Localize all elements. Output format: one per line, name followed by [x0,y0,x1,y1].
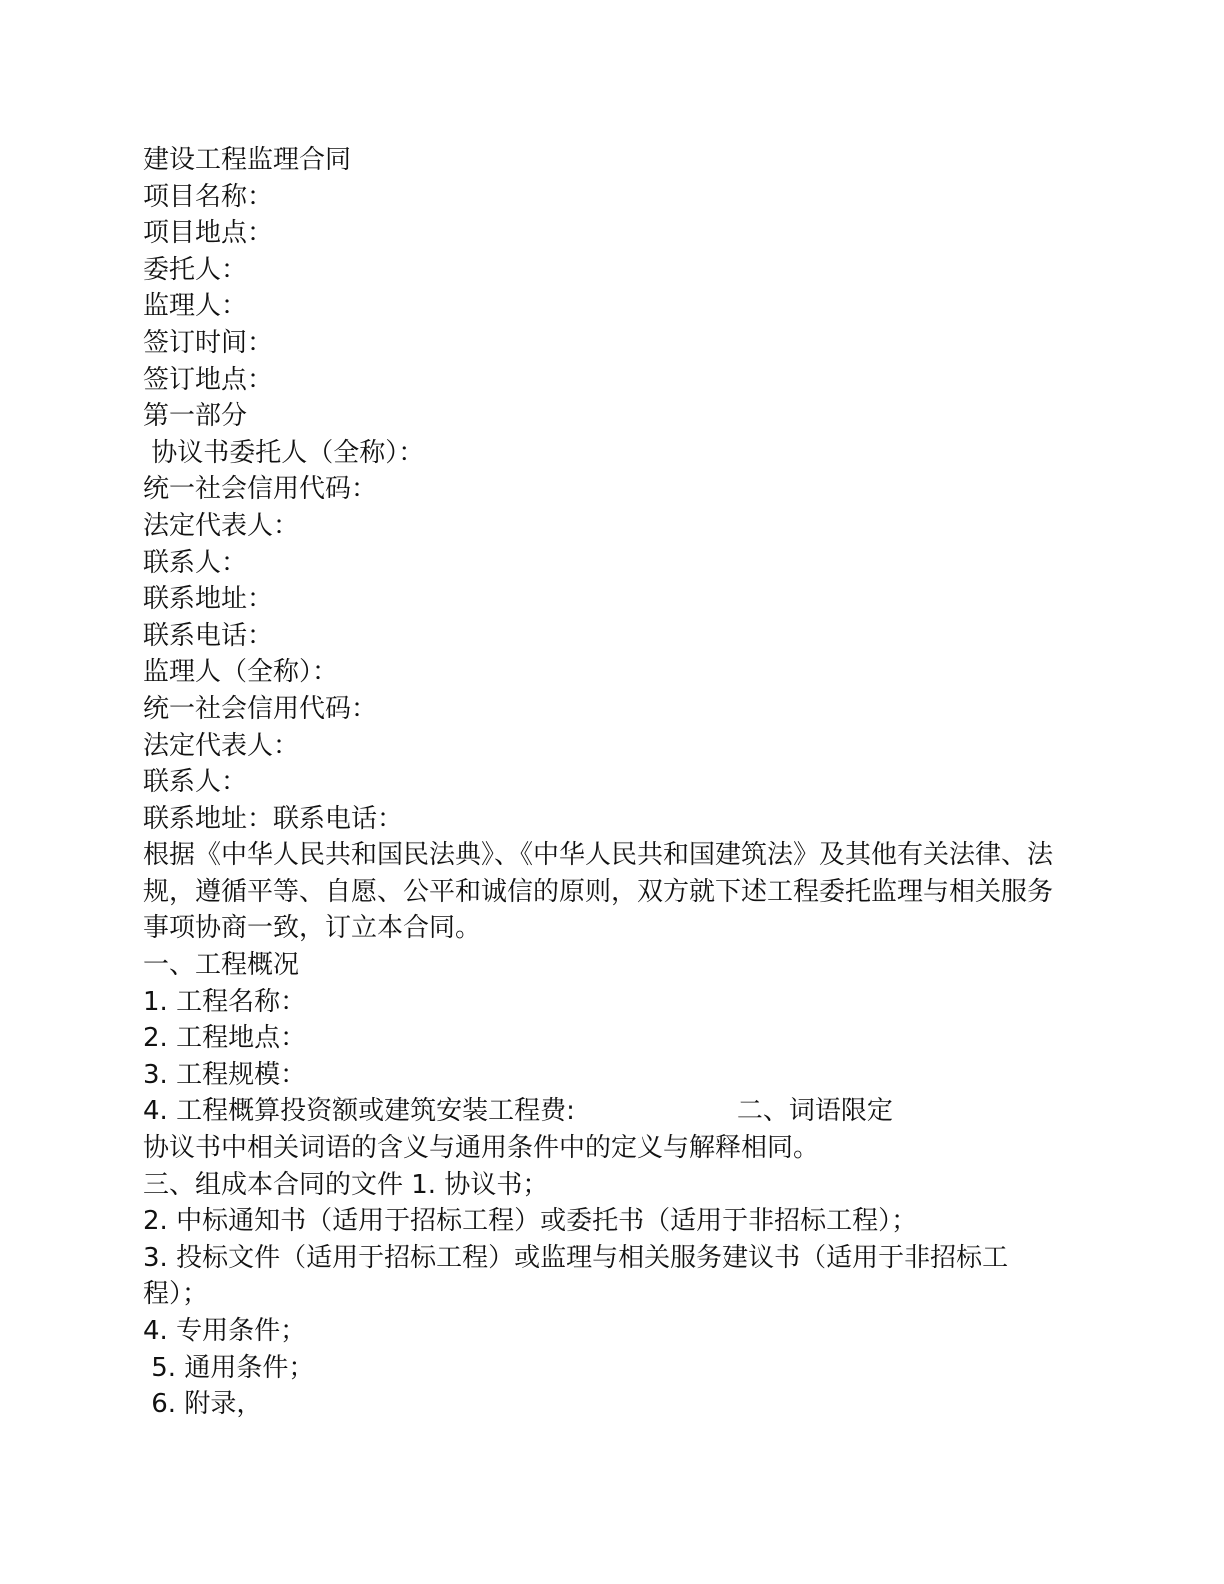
section3-item5: 5. 通用条件； [143,1352,315,1383]
client-address: 联系地址： [143,584,274,615]
cover-project-location: 项目地点： [143,218,274,249]
supervisor-heading: 监理人（全称）： [143,657,339,688]
cover-signing-place: 签订地点： [143,364,274,395]
document-page [143,142,1073,1423]
client-legal-rep: 法定代表人： [143,510,300,541]
client-heading: 协议书委托人（全称）： [143,437,425,468]
supervisor-credit-code: 统一社会信用代码： [143,693,378,724]
cover-client: 委托人： [143,254,248,285]
part-one-heading: 第一部分 [143,401,248,432]
client-contact: 联系人： [143,547,248,578]
section3-item6: 6. 附录， [143,1389,263,1420]
section1-item2: 2. 工程地点： [143,1023,307,1054]
section1-item1: 1. 工程名称： [143,986,307,1017]
section1-item4: 4. 工程概算投资额或建筑安装工程费: [143,1096,575,1127]
cover-supervisor: 监理人： [143,291,248,322]
supervisor-contact: 联系人： [143,767,248,798]
section1-item4-row [143,1093,1073,1130]
client-phone: 联系电话： [143,620,274,651]
section3-item2: 2. 中标通知书（适用于招标工程）或委托书（适用于非招标工程）； [143,1206,918,1237]
supervisor-legal-rep: 法定代表人： [143,730,300,761]
preamble-paragraph: 根据《中华人民共和国民法典》、《中华人民共和国建筑法》及其他有关法律、法规，遵循平等、自愿、公平和诚信的原则，双方就下述工程委托监理与相关服务事项协商一致，订立本合同。 [143,840,1054,944]
section3-item3: 3. 投标文件（适用于招标工程）或监理与相关服务建议书（适用于非招标工程）； [143,1242,1009,1310]
section3-item4: 4. 专用条件； [143,1316,307,1346]
supervisor-address-phone: 联系地址：联系电话： [143,803,404,834]
section1-item3: 3. 工程规模： [143,1059,307,1090]
client-credit-code: 统一社会信用代码： [143,474,378,505]
cover-project-name: 项目名称： [143,181,274,212]
document-title: 建设工程监理合同 [143,145,352,175]
cover-signing-time: 签订时间： [143,327,274,358]
section2-heading: 二、词语限定 [736,1096,893,1127]
section3-heading: 三、组成本合同的文件 1. 协议书； [143,1169,549,1200]
section2-text: 协议书中相关词语的含义与通用条件中的定义与解释相同。 [143,1133,820,1164]
section1-heading: 一、工程概况 [143,950,300,981]
